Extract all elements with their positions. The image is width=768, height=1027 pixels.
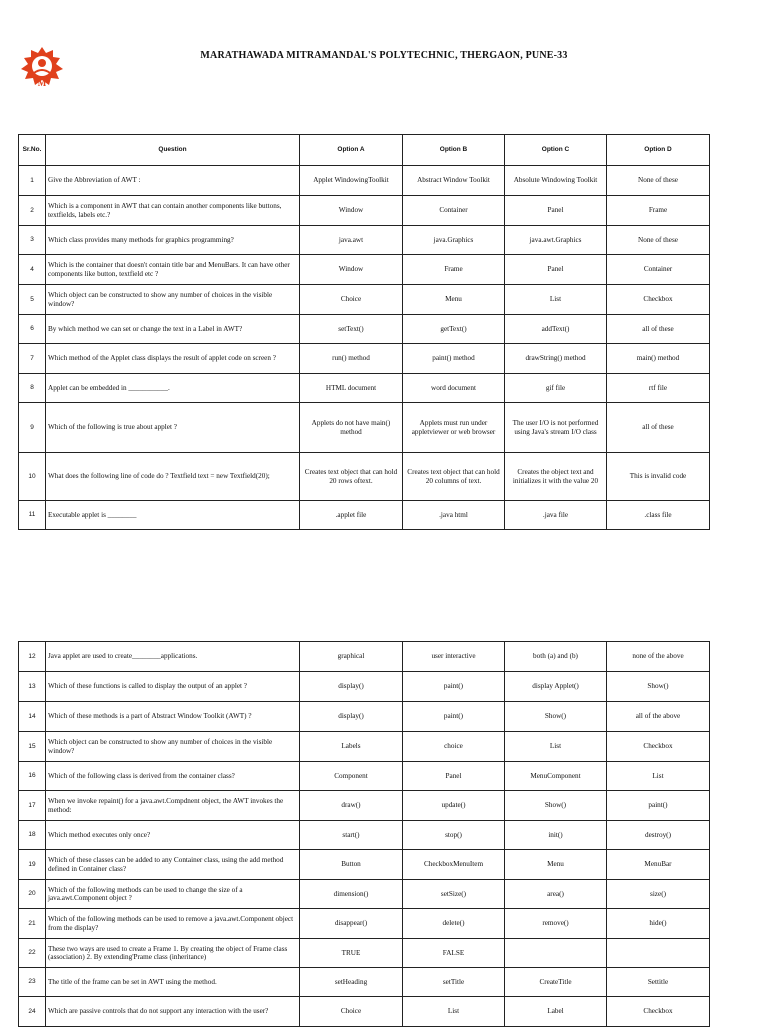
mcq-table-2 — [18, 641, 710, 1027]
option-c-cell: Absolute Windowing Toolkit — [505, 166, 607, 196]
option-c-cell: MenuComponent — [505, 762, 607, 791]
sr-no-cell: 16 — [19, 762, 46, 791]
option-d-cell: Checkbox — [607, 732, 710, 762]
sr-no-cell: 10 — [19, 453, 46, 501]
question-cell: Which of the following methods can be used to change the size of a java.awt.Component object ? — [46, 880, 300, 909]
option-d-cell: .class file — [607, 501, 710, 530]
sr-no-cell: 5 — [19, 285, 46, 315]
question-cell: The title of the frame can be set in AWT using the method. — [46, 968, 300, 997]
table-row — [19, 255, 710, 285]
option-a-cell: Window — [300, 196, 403, 226]
option-c-cell: display Applet() — [505, 672, 607, 702]
option-d-cell: Show() — [607, 672, 710, 702]
sr-no-cell: 1 — [19, 166, 46, 196]
option-b-cell: CheckboxMenuItem — [403, 850, 505, 880]
table-row — [19, 732, 710, 762]
question-cell: Which is a component in AWT that can contain another components like buttons, textfields, labels etc.? — [46, 196, 300, 226]
option-c-cell: both (a) and (b) — [505, 642, 607, 672]
option-d-cell: None of these — [607, 166, 710, 196]
option-a-cell: Labels — [300, 732, 403, 762]
header-option-c: Option C — [505, 135, 607, 166]
header-option-d: Option D — [607, 135, 710, 166]
question-cell: Which of these methods is a part of Abstract Window Toolkit (AWT) ? — [46, 702, 300, 732]
option-b-cell: Container — [403, 196, 505, 226]
option-b-cell: stop() — [403, 821, 505, 850]
sr-no-cell: 11 — [19, 501, 46, 530]
option-b-cell: Frame — [403, 255, 505, 285]
option-a-cell: HTML document — [300, 374, 403, 403]
option-a-cell: draw() — [300, 791, 403, 821]
option-b-cell: user interactive — [403, 642, 505, 672]
option-b-cell: setSize() — [403, 880, 505, 909]
svg-text:M: M — [37, 78, 47, 87]
option-c-cell: java.awt.Graphics — [505, 226, 607, 255]
option-b-cell: java.Graphics — [403, 226, 505, 255]
option-d-cell: paint() — [607, 791, 710, 821]
question-cell: Applet can be embedded in ___________. — [46, 374, 300, 403]
table-row — [19, 374, 710, 403]
option-c-cell: List — [505, 732, 607, 762]
option-b-cell: update() — [403, 791, 505, 821]
table-row — [19, 968, 710, 997]
option-c-cell: area() — [505, 880, 607, 909]
page-title: MARATHAWADA MITRAMANDAL'S POLYTECHNIC, THERGAON, PUNE-33 — [200, 50, 568, 61]
sr-no-cell: 14 — [19, 702, 46, 732]
option-b-cell: Creates text object that can hold 20 columns of text. — [403, 453, 505, 501]
question-cell: Which of the following class is derived from the container class? — [46, 762, 300, 791]
table-row — [19, 850, 710, 880]
header-srno: Sr.No. — [19, 135, 46, 166]
sr-no-cell: 12 — [19, 642, 46, 672]
option-c-cell: Panel — [505, 196, 607, 226]
question-cell: Give the Abbreviation of AWT : — [46, 166, 300, 196]
option-d-cell: size() — [607, 880, 710, 909]
question-cell: Executable applet is ________ — [46, 501, 300, 530]
sr-no-cell: 15 — [19, 732, 46, 762]
option-c-cell: Label — [505, 997, 607, 1027]
question-cell: Which method of the Applet class displays the result of applet code on screen ? — [46, 344, 300, 374]
option-c-cell: Panel — [505, 255, 607, 285]
option-a-cell: display() — [300, 672, 403, 702]
table-row — [19, 166, 710, 196]
table-row — [19, 762, 710, 791]
question-cell: What does the following line of code do ? Textfield text = new Textfield(20); — [46, 453, 300, 501]
option-a-cell: Component — [300, 762, 403, 791]
option-c-cell: drawString() method — [505, 344, 607, 374]
option-b-cell: FALSE — [403, 939, 505, 968]
table-row — [19, 880, 710, 909]
question-cell: Which object can be constructed to show any number of choices in the visible window? — [46, 285, 300, 315]
option-c-cell: addText() — [505, 315, 607, 344]
option-b-cell: setTitle — [403, 968, 505, 997]
option-c-cell: Show() — [505, 791, 607, 821]
question-cell: Java applet are used to create________applications. — [46, 642, 300, 672]
table-row — [19, 453, 710, 501]
option-a-cell: Creates text object that can hold 20 rows oftext. — [300, 453, 403, 501]
sr-no-cell: 2 — [19, 196, 46, 226]
option-c-cell: Show() — [505, 702, 607, 732]
option-d-cell: Checkbox — [607, 285, 710, 315]
option-c-cell: .java file — [505, 501, 607, 530]
option-d-cell: all of these — [607, 315, 710, 344]
question-cell: Which method executes only once? — [46, 821, 300, 850]
option-b-cell: getText() — [403, 315, 505, 344]
table-row — [19, 344, 710, 374]
option-c-cell: Creates the object text and initializes it with the value 20 — [505, 453, 607, 501]
option-d-cell: List — [607, 762, 710, 791]
sr-no-cell: 3 — [19, 226, 46, 255]
option-b-cell: Menu — [403, 285, 505, 315]
option-b-cell: word document — [403, 374, 505, 403]
sr-no-cell: 21 — [19, 909, 46, 939]
option-a-cell: Window — [300, 255, 403, 285]
sr-no-cell: 13 — [19, 672, 46, 702]
question-cell: By which method we can set or change the text in a Label in AWT? — [46, 315, 300, 344]
sr-no-cell: 24 — [19, 997, 46, 1027]
option-d-cell: None of these — [607, 226, 710, 255]
option-a-cell: Choice — [300, 285, 403, 315]
table-row — [19, 672, 710, 702]
table-row — [19, 702, 710, 732]
option-d-cell: Checkbox — [607, 997, 710, 1027]
option-b-cell: choice — [403, 732, 505, 762]
option-a-cell: graphical — [300, 642, 403, 672]
table-row — [19, 939, 710, 968]
option-a-cell: run() method — [300, 344, 403, 374]
table-row — [19, 315, 710, 344]
option-b-cell: .java html — [403, 501, 505, 530]
option-a-cell: display() — [300, 702, 403, 732]
table-row — [19, 909, 710, 939]
table-row — [19, 285, 710, 315]
question-cell: Which object can be constructed to show any number of choices in the visible window? — [46, 732, 300, 762]
table-row — [19, 642, 710, 672]
option-b-cell: paint() — [403, 702, 505, 732]
option-c-cell: init() — [505, 821, 607, 850]
option-a-cell: dimension() — [300, 880, 403, 909]
option-c-cell: Menu — [505, 850, 607, 880]
table-row — [19, 403, 710, 453]
sr-no-cell: 20 — [19, 880, 46, 909]
question-cell: These two ways are used to create a Frame 1. By creating the object of Frame class (association) 2. By extending'Prame class (inheritance) — [46, 939, 300, 968]
option-c-cell: The user I/O is not performed using Java's stream I/O class — [505, 403, 607, 453]
option-b-cell: paint() — [403, 672, 505, 702]
question-cell: Which class provides many methods for graphics programming? — [46, 226, 300, 255]
option-b-cell: List — [403, 997, 505, 1027]
table-row — [19, 997, 710, 1027]
table-header-row — [19, 135, 710, 166]
option-d-cell: Frame — [607, 196, 710, 226]
option-b-cell: Applets must run under appletviewer or web browser — [403, 403, 505, 453]
option-c-cell: remove() — [505, 909, 607, 939]
sr-no-cell: 7 — [19, 344, 46, 374]
option-a-cell: Button — [300, 850, 403, 880]
table-row — [19, 501, 710, 530]
question-cell: Which are passive controls that do not support any interaction with the user? — [46, 997, 300, 1027]
option-d-cell: all of the above — [607, 702, 710, 732]
table-row — [19, 196, 710, 226]
header-option-b: Option B — [403, 135, 505, 166]
option-a-cell: Applet WindowingToolkit — [300, 166, 403, 196]
option-a-cell: start() — [300, 821, 403, 850]
table-body-1 — [19, 166, 710, 530]
option-a-cell: Applets do not have main() method — [300, 403, 403, 453]
sr-no-cell: 4 — [19, 255, 46, 285]
question-cell: When we invoke repaint() for a java.awt.Compdnent object, the AWT invokes the method: — [46, 791, 300, 821]
table-row — [19, 821, 710, 850]
option-d-cell: MenuBar — [607, 850, 710, 880]
option-d-cell: main() method — [607, 344, 710, 374]
option-b-cell: delete() — [403, 909, 505, 939]
sr-no-cell: 6 — [19, 315, 46, 344]
option-c-cell: CreateTitle — [505, 968, 607, 997]
table-row — [19, 791, 710, 821]
option-d-cell — [607, 939, 710, 968]
option-b-cell: Panel — [403, 762, 505, 791]
sr-no-cell: 9 — [19, 403, 46, 453]
header-question: Question — [46, 135, 300, 166]
option-d-cell: destroy() — [607, 821, 710, 850]
option-d-cell: rtf file — [607, 374, 710, 403]
sr-no-cell: 18 — [19, 821, 46, 850]
question-cell: Which of these classes can be added to any Container class, using the add method defined in Container class? — [46, 850, 300, 880]
sr-no-cell: 17 — [19, 791, 46, 821]
option-a-cell: .applet file — [300, 501, 403, 530]
header-option-a: Option A — [300, 135, 403, 166]
mcq-table-1 — [18, 134, 710, 530]
option-c-cell: List — [505, 285, 607, 315]
option-d-cell: This is invalid code — [607, 453, 710, 501]
question-cell: Which of the following methods can be used to remove a java.awt.Component object from the display? — [46, 909, 300, 939]
option-a-cell: setHeading — [300, 968, 403, 997]
option-d-cell: all of these — [607, 403, 710, 453]
option-a-cell: setText() — [300, 315, 403, 344]
option-b-cell: Abstract Window Toolkit — [403, 166, 505, 196]
option-b-cell: paint() method — [403, 344, 505, 374]
option-a-cell: TRUE — [300, 939, 403, 968]
question-cell: Which of the following is true about applet ? — [46, 403, 300, 453]
option-d-cell: hide() — [607, 909, 710, 939]
option-c-cell — [505, 939, 607, 968]
sr-no-cell: 23 — [19, 968, 46, 997]
sr-no-cell: 22 — [19, 939, 46, 968]
question-cell: Which is the container that doesn't contain title bar and MenuBars. It can have other components like button, textfield etc ? — [46, 255, 300, 285]
option-c-cell: gif file — [505, 374, 607, 403]
option-a-cell: java.awt — [300, 226, 403, 255]
table-row — [19, 226, 710, 255]
option-d-cell: none of the above — [607, 642, 710, 672]
option-d-cell: Settitle — [607, 968, 710, 997]
option-d-cell: Container — [607, 255, 710, 285]
option-a-cell: disappear() — [300, 909, 403, 939]
question-cell: Which of these functions is called to display the output of an applet ? — [46, 672, 300, 702]
table-body-2 — [19, 642, 710, 1027]
sr-no-cell: 19 — [19, 850, 46, 880]
option-a-cell: Choice — [300, 997, 403, 1027]
sr-no-cell: 8 — [19, 374, 46, 403]
